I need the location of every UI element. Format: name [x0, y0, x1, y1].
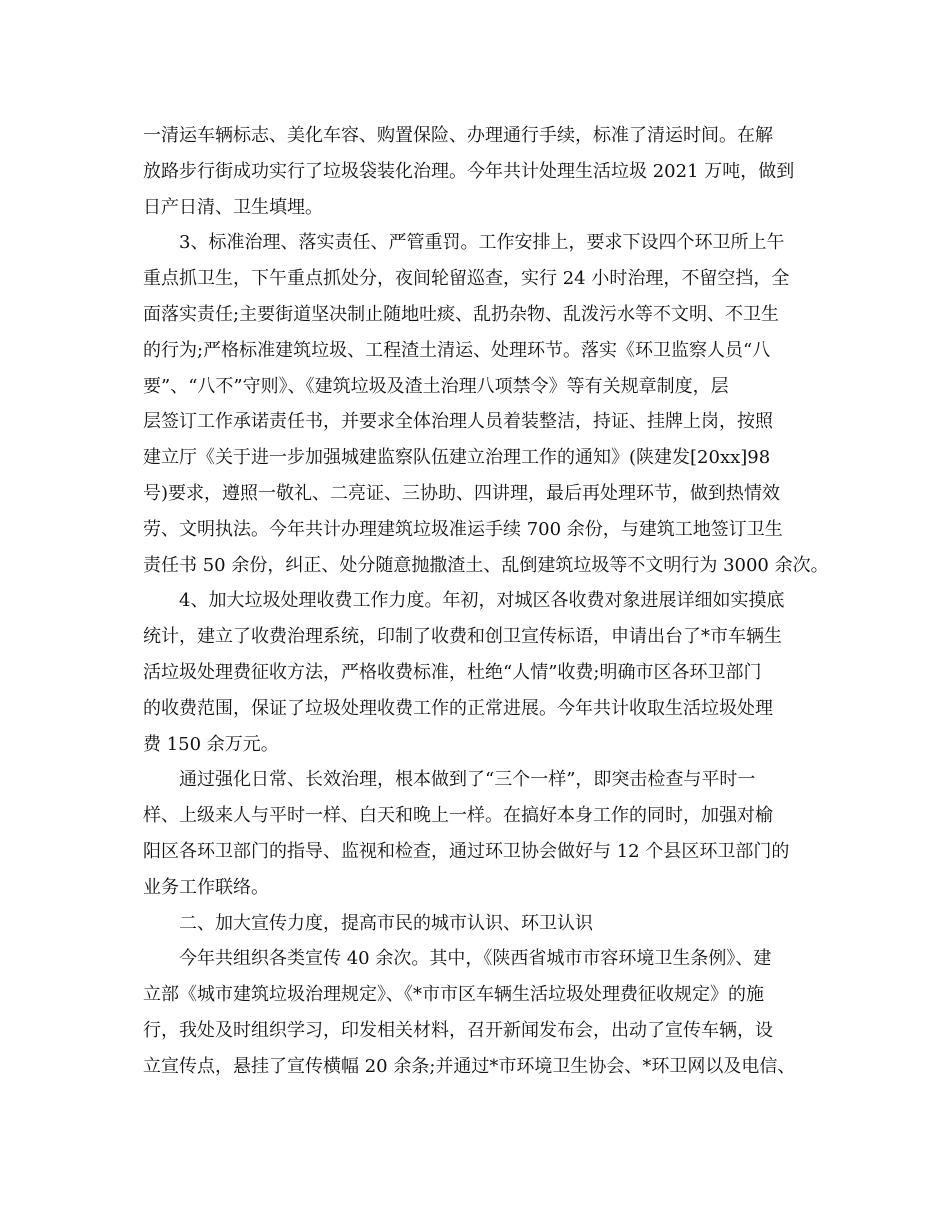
text-line: 放路步行街成功实行了垃圾袋装化治理。今年共计处理生活垃圾 2021 万吨，做到 — [143, 160, 795, 182]
text-line: 号)要求，遵照一敬礼、二亮证、三协助、四讲理，最后再处理环节，做到热情效 — [143, 482, 781, 504]
text-line: 一清运车辆标志、美化车容、购置保险、办理通行手续，标准了清运时间。在解 — [143, 125, 773, 146]
paragraph-start-line: 4、加大垃圾处理收费工作力度。年初，对城区各收费对象进展详细如实摸底 — [179, 590, 785, 612]
text-line: 行，我处及时组织学习，印发相关材料，召开新闻发布会，出动了宣传车辆，设 — [143, 1019, 773, 1041]
text-line: 费 150 余万元。 — [143, 733, 279, 755]
text-line: 责任书 50 余份，纠正、处分随意抛撒渣土、乱倒建筑垃圾等不文明行为 3000 余次。 — [143, 554, 829, 576]
document-body — [143, 118, 829, 1085]
paragraph-start-line: 今年共组织各类宣传 40 余次。其中，《陕西省城市市容环境卫生条例》、建 — [179, 948, 772, 970]
text-line: 层签订工作承诺责任书，并要求全体治理人员着装整洁，持证、挂牌上岗，按照 — [143, 411, 773, 433]
text-line: 样、上级来人与平时一样、白天和晚上一样。在搞好本身工作的同时，加强对榆 — [143, 805, 773, 827]
text-line: 统计，建立了收费治理系统，印制了收费和创卫宣传标语，申请出台了*市车辆生 — [143, 626, 782, 648]
text-line: 日产日清、卫生填埋。 — [143, 196, 323, 218]
text-line: 活垃圾处理费征收方法，严格收费标准，杜绝“人情”收费;明确市区各环卫部门 — [143, 661, 762, 683]
text-line: 业务工作联络。 — [143, 876, 269, 898]
text-line: 的行为;严格标准建筑垃圾、工程渣土清运、处理环节。落实《环卫监察人员“八 — [143, 339, 771, 361]
text-line: 立宣传点，悬挂了宣传横幅 20 余条;并通过*市环境卫生协会、*环卫网以及电信、 — [143, 1055, 796, 1077]
paragraph-start-line: 3、标准治理、落实责任、严管重罚。工作安排上，要求下设四个环卫所上午 — [179, 232, 785, 254]
text-line: 要”、“八不”守则》、《建筑垃圾及渣土治理八项禁令》等有关规章制度，层 — [143, 375, 729, 397]
text-line: 立部《城市建筑垃圾治理规定》、《*市市区车辆生活垃圾处理费征收规定》的施 — [143, 984, 764, 1006]
text-line: 重点抓卫生，下午重点抓处分，夜间轮留巡查，实行 24 小时治理，不留空挡，全 — [143, 268, 790, 290]
text-line: 建立厅《关于进一步加强城建监察队伍建立治理工作的通知》(陕建发[20xx]98 — [143, 447, 771, 469]
text-line: 面落实责任;主要街道坚决制止随地吐痰、乱扔杂物、乱泼污水等不文明、不卫生 — [143, 303, 780, 325]
paragraph-start-line: 通过强化日常、长效治理，根本做到了“三个一样”，即突击检查与平时一 — [179, 769, 756, 791]
text-line: 劳、文明执法。今年共计办理建筑垃圾准运手续 700 余份，与建筑工地签订卫生 — [143, 518, 783, 540]
text-line: 阳区各环卫部门的指导、监视和检查，通过环卫协会做好与 12 个县区环卫部门的 — [143, 840, 790, 862]
section-heading: 二、加大宣传力度，提高市民的城市认识、环卫认识 — [179, 912, 593, 934]
text-line: 的收费范围，保证了垃圾处理收费工作的正常进展。今年共计收取生活垃圾处理 — [143, 697, 773, 719]
